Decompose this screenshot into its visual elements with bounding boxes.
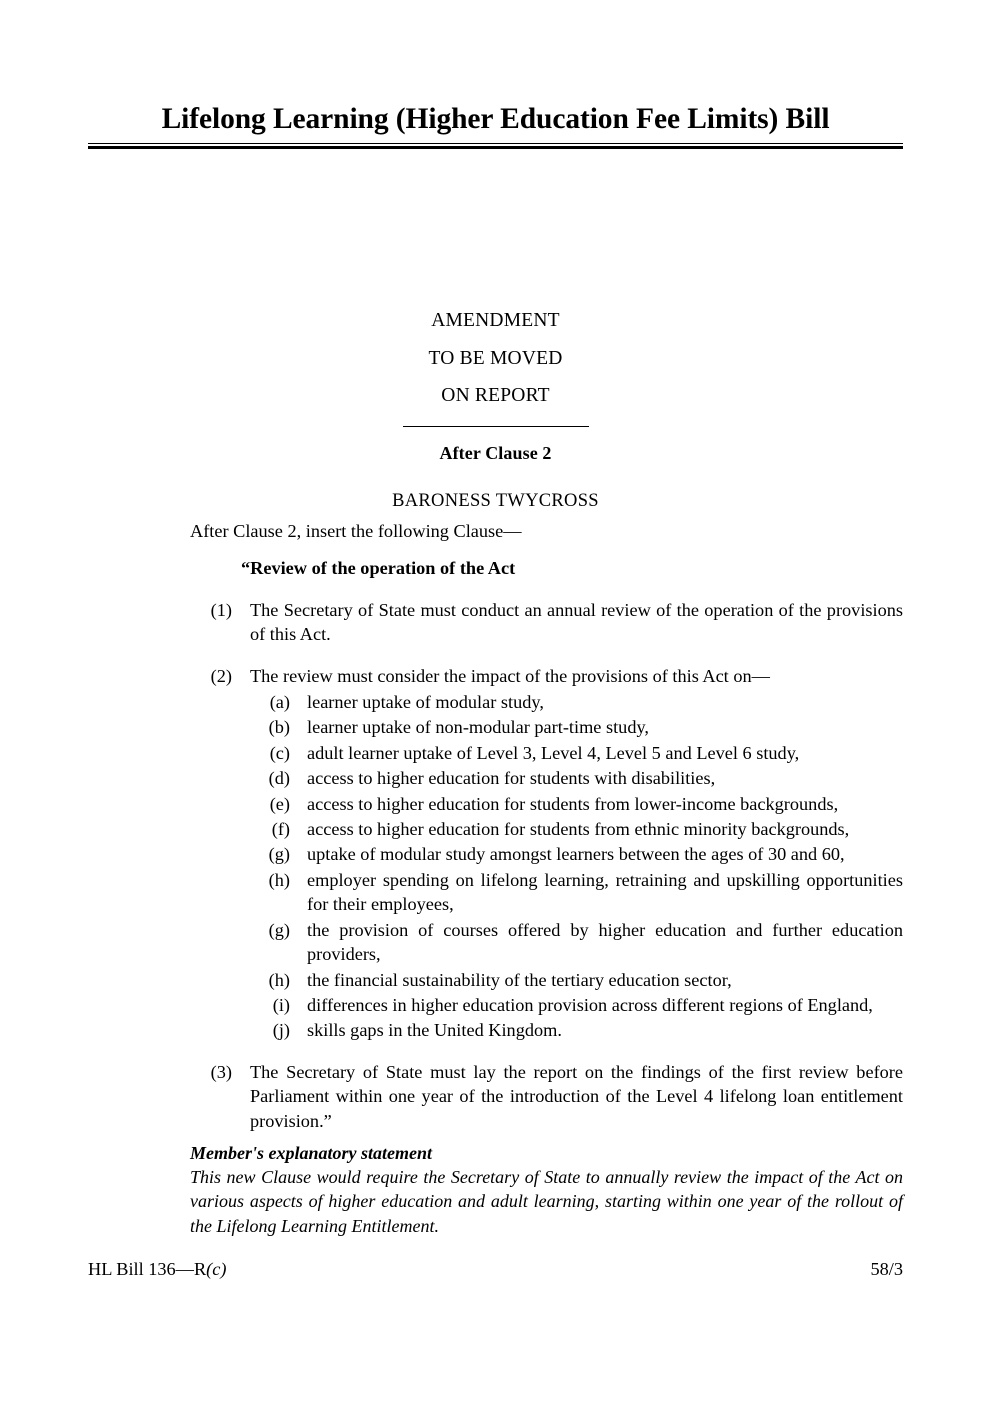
heading-on-report: ON REPORT	[441, 385, 550, 406]
sub-item-text: employer spending on lifelong learning, retraining and upskilling opportunities for their employees,	[307, 869, 903, 915]
paragraph-3	[190, 1060, 903, 1133]
explanatory-statement	[190, 1141, 903, 1238]
sub-item-text: uptake of modular study amongst learners between the ages of 30 and 60,	[307, 844, 845, 865]
sub-item-marker: (g)	[268, 919, 290, 940]
list-item	[190, 792, 903, 816]
footer-bill-reference	[88, 1259, 226, 1280]
sub-item-marker: (i)	[272, 994, 290, 1015]
sub-item-marker: (b)	[268, 717, 290, 738]
list-item	[190, 968, 903, 992]
heading-amendment: AMENDMENT	[431, 310, 560, 331]
sub-item-text: differences in higher education provision across different regions of England,	[307, 994, 873, 1015]
paragraph-2-text: The review must consider the impact of the provisions of this Act on—	[250, 665, 770, 686]
sub-item-text: adult learner uptake of Level 3, Level 4, Level 5 and Level 6 study,	[307, 742, 800, 763]
heading-to-be-moved: TO BE MOVED	[428, 347, 563, 369]
list-item	[190, 817, 903, 841]
title-double-rule	[88, 143, 903, 149]
page-title: Lifelong Learning (Higher Education Fee Limits) Bill	[161, 103, 830, 135]
explanatory-heading: Member's explanatory statement	[190, 1143, 432, 1163]
sub-item-marker: (g)	[268, 844, 290, 865]
new-clause-heading: “Review of the operation of the Act	[241, 558, 516, 579]
explanatory-body: This new Clause would require the Secretary of State to annually review the impact of the Act on various aspects of higher education and adult learning, starting within one year of the rollout of the Lifelong Learning Entitlement.	[190, 1167, 903, 1236]
sub-item-text: access to higher education for students from ethnic minority backgrounds,	[307, 819, 850, 840]
paragraph-1-marker: (1)	[210, 599, 232, 620]
sponsor-name: BARONESS TWYCROSS	[392, 491, 599, 512]
footer-bill-number: HL Bill 136—R	[88, 1259, 207, 1279]
sub-item-marker: (e)	[269, 793, 290, 814]
title-rule-thick	[88, 146, 903, 149]
insert-instruction: After Clause 2, insert the following Clause—	[190, 521, 522, 541]
amendment-body	[190, 519, 903, 1133]
sub-item-marker: (h)	[268, 969, 290, 990]
list-item	[190, 842, 903, 866]
footer-bill-suffix: (c)	[206, 1259, 227, 1279]
heading-separator-rule	[403, 426, 589, 428]
list-item	[190, 766, 903, 790]
sub-item-marker: (d)	[268, 768, 290, 789]
amendment-heading-block	[88, 302, 903, 512]
list-item	[190, 993, 903, 1017]
list-item	[190, 690, 903, 714]
paragraph-2-marker: (2)	[210, 665, 232, 686]
sub-item-text: the financial sustainability of the tertiary education sector,	[307, 969, 732, 990]
sub-item-marker: (c)	[269, 742, 290, 763]
list-item	[190, 868, 903, 917]
paragraph-1	[190, 598, 903, 647]
page-footer	[88, 1259, 903, 1280]
paragraph-1-text: The Secretary of State must conduct an annual review of the operation of the provisions of this Act.	[250, 599, 903, 645]
list-item	[190, 741, 903, 765]
sub-item-text: learner uptake of non-modular part-time study,	[307, 717, 649, 738]
list-item	[190, 1018, 903, 1042]
paragraph-3-text: The Secretary of State must lay the report on the findings of the first review before Parliament within one year of the introduction of the Level 4 lifelong loan entitlement provision.”	[250, 1061, 903, 1131]
list-item	[190, 715, 903, 739]
sub-item-text: access to higher education for students from lower-income backgrounds,	[307, 793, 839, 814]
impact-sub-items	[190, 690, 903, 1043]
sub-item-text: the provision of courses offered by higher education and further education providers,	[307, 919, 903, 965]
sub-item-marker: (j)	[272, 1020, 290, 1041]
title-block	[88, 103, 903, 149]
footer-page-number: 58/3	[870, 1259, 903, 1279]
sub-item-text: learner uptake of modular study,	[307, 692, 544, 713]
title-rule-thin	[88, 143, 903, 144]
after-clause-heading: After Clause 2	[439, 443, 552, 464]
sub-item-marker: (h)	[268, 869, 290, 890]
paragraph-3-marker: (3)	[210, 1061, 232, 1082]
list-item	[190, 918, 903, 967]
sub-item-text: access to higher education for students with disabilities,	[307, 768, 716, 789]
sub-item-marker: (f)	[271, 819, 290, 840]
sub-item-text: skills gaps in the United Kingdom.	[307, 1020, 562, 1041]
sub-item-marker: (a)	[269, 692, 290, 713]
paragraph-2	[190, 664, 903, 688]
